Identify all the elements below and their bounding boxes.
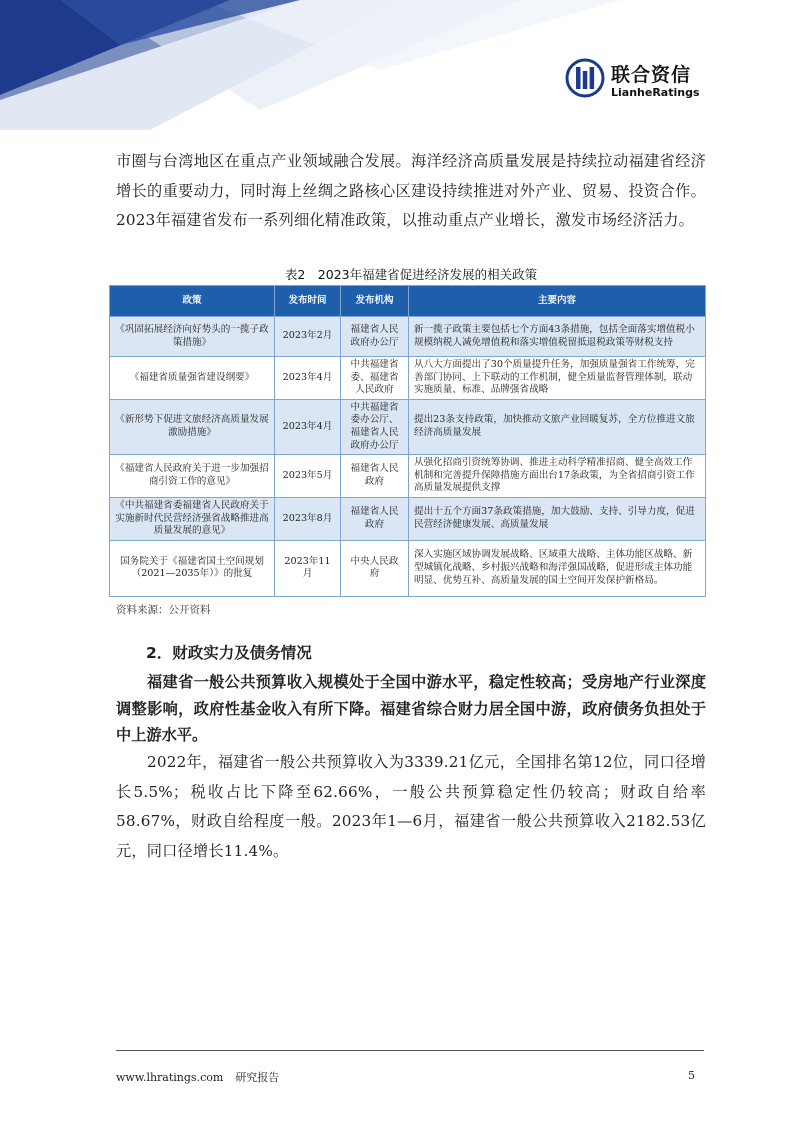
cell-content: 深入实施区域协调发展战略、区域重大战略、主体功能区战略、新型城镇化战略、乡村振兴战略和海洋强国战略，促进形成主体功能明显、优势互补、高质量发展的国土空间开发保护新格局。 <box>409 540 706 596</box>
header-date: 发布时间 <box>275 286 341 317</box>
logo-name-cn: 联合资信 <box>611 64 692 86</box>
cell-policy: 《福建省人民政府关于进一步加强招商引资工作的意见》 <box>110 455 275 498</box>
cell-policy: 《福建省质量强省建设纲要》 <box>110 357 275 400</box>
table-row <box>110 455 706 498</box>
cell-date: 2023年8月 <box>275 497 341 540</box>
header-content: 主要内容 <box>409 286 706 317</box>
cell-content: 提出23条支持政策，加快推动文旅产业回暖复苏，全方位推进文旅经济高质量发展 <box>409 399 706 454</box>
footer-label: 研究报告 <box>235 1071 280 1084</box>
footer-website-link[interactable]: www.lhratings.com <box>116 1071 224 1084</box>
cell-policy: 《巩固拓展经济向好势头的一揽子政策措施》 <box>110 317 275 357</box>
cell-policy: 《中共福建省委福建省人民政府关于实施新时代民营经济强省战略推进高质量发展的意见》 <box>110 497 275 540</box>
table-source-note: 资料来源：公开资料 <box>116 604 211 616</box>
cell-date: 2023年11月 <box>275 540 341 596</box>
logo-name-en: LianheRatings <box>611 86 700 99</box>
cell-date: 2023年2月 <box>275 317 341 357</box>
table-row <box>110 399 706 454</box>
cell-org: 福建省人民政府 <box>341 497 409 540</box>
cell-content: 新一揽子政策主要包括七个方面43条措施，包括全面落实增值税小规模纳税人减免增值税和落实增值税留抵退税政策等财税支持 <box>409 317 706 357</box>
company-logo <box>565 58 715 104</box>
table-row <box>110 497 706 540</box>
cell-content: 提出十五个方面37条政策措施，加大鼓励、支持、引导力度，促进民营经济健康发展、高质量发展 <box>409 497 706 540</box>
table-row <box>110 357 706 400</box>
cell-org: 福建省人民政府办公厅 <box>341 317 409 357</box>
footer-divider <box>116 1050 704 1051</box>
summary-paragraph-bold: 福建省一般公共预算收入规模处于全国中游水平，稳定性较高；受房地产行业深度调整影响，政府性基金收入有所下降。福建省综合财力居全国中游，政府债务负担处于中上游水平。 <box>116 673 706 744</box>
cell-org: 中央人民政府 <box>341 540 409 596</box>
header-policy: 政策 <box>110 286 275 317</box>
header-org: 发布机构 <box>341 286 409 317</box>
body-paragraph: 2022年，福建省一般公共预算收入为3339.21亿元，全国排名第12位，同口径增长5.5%；税收占比下降至62.66%，一般公共预算稳定性仍较高；财政自给率58.67%，财政自给程度一般。2023年1—6月，福建省一般公共预算收入2182.53亿元，同口径增长11.4%。 <box>116 753 706 860</box>
page-number: 5 <box>688 1069 695 1082</box>
lianhe-logo-icon <box>565 58 605 98</box>
cell-content: 从强化招商引资统筹协调、推进主动科学精准招商、健全高效工作机制和完善提升保障措施方面出台17条政策，为全省招商引资工作高质量发展提供支撑 <box>409 455 706 498</box>
policy-table <box>109 285 706 597</box>
cell-org: 福建省人民政府 <box>341 455 409 498</box>
table-caption: 表2 2023年福建省促进经济发展的相关政策 <box>284 267 538 282</box>
cell-date: 2023年5月 <box>275 455 341 498</box>
cell-policy: 《新形势下促进文旅经济高质量发展激励措施》 <box>110 399 275 454</box>
intro-paragraph: 市圈与台湾地区在重点产业领域融合发展。海洋经济高质量发展是持续拉动福建省经济增长的重要动力，同时海上丝绸之路核心区建设持续推进对外产业、贸易、投资合作。2023年福建省发布一系列细化精准政策，以推动重点产业增长，激发市场经济活力。 <box>116 152 706 229</box>
table-row <box>110 317 706 357</box>
cell-date: 2023年4月 <box>275 399 341 454</box>
footer-left <box>116 1069 279 1085</box>
cell-policy: 国务院关于《福建省国土空间规划（2021—2035年）》的批复 <box>110 540 275 596</box>
cell-org: 中共福建省委、福建省人民政府 <box>341 357 409 400</box>
table-row <box>110 540 706 596</box>
cell-org: 中共福建省委办公厅、福建省人民政府办公厅 <box>341 399 409 454</box>
table-header-row <box>110 286 706 317</box>
section-heading: 2．财政实力及债务情况 <box>146 644 312 662</box>
cell-content: 从八大方面提出了30个质量提升任务，加强质量强省工作统筹，完善部门协同、上下联动的工作机制，健全质量监督管理体制，联动实施质量、标准、品牌强省战略 <box>409 357 706 400</box>
cell-date: 2023年4月 <box>275 357 341 400</box>
